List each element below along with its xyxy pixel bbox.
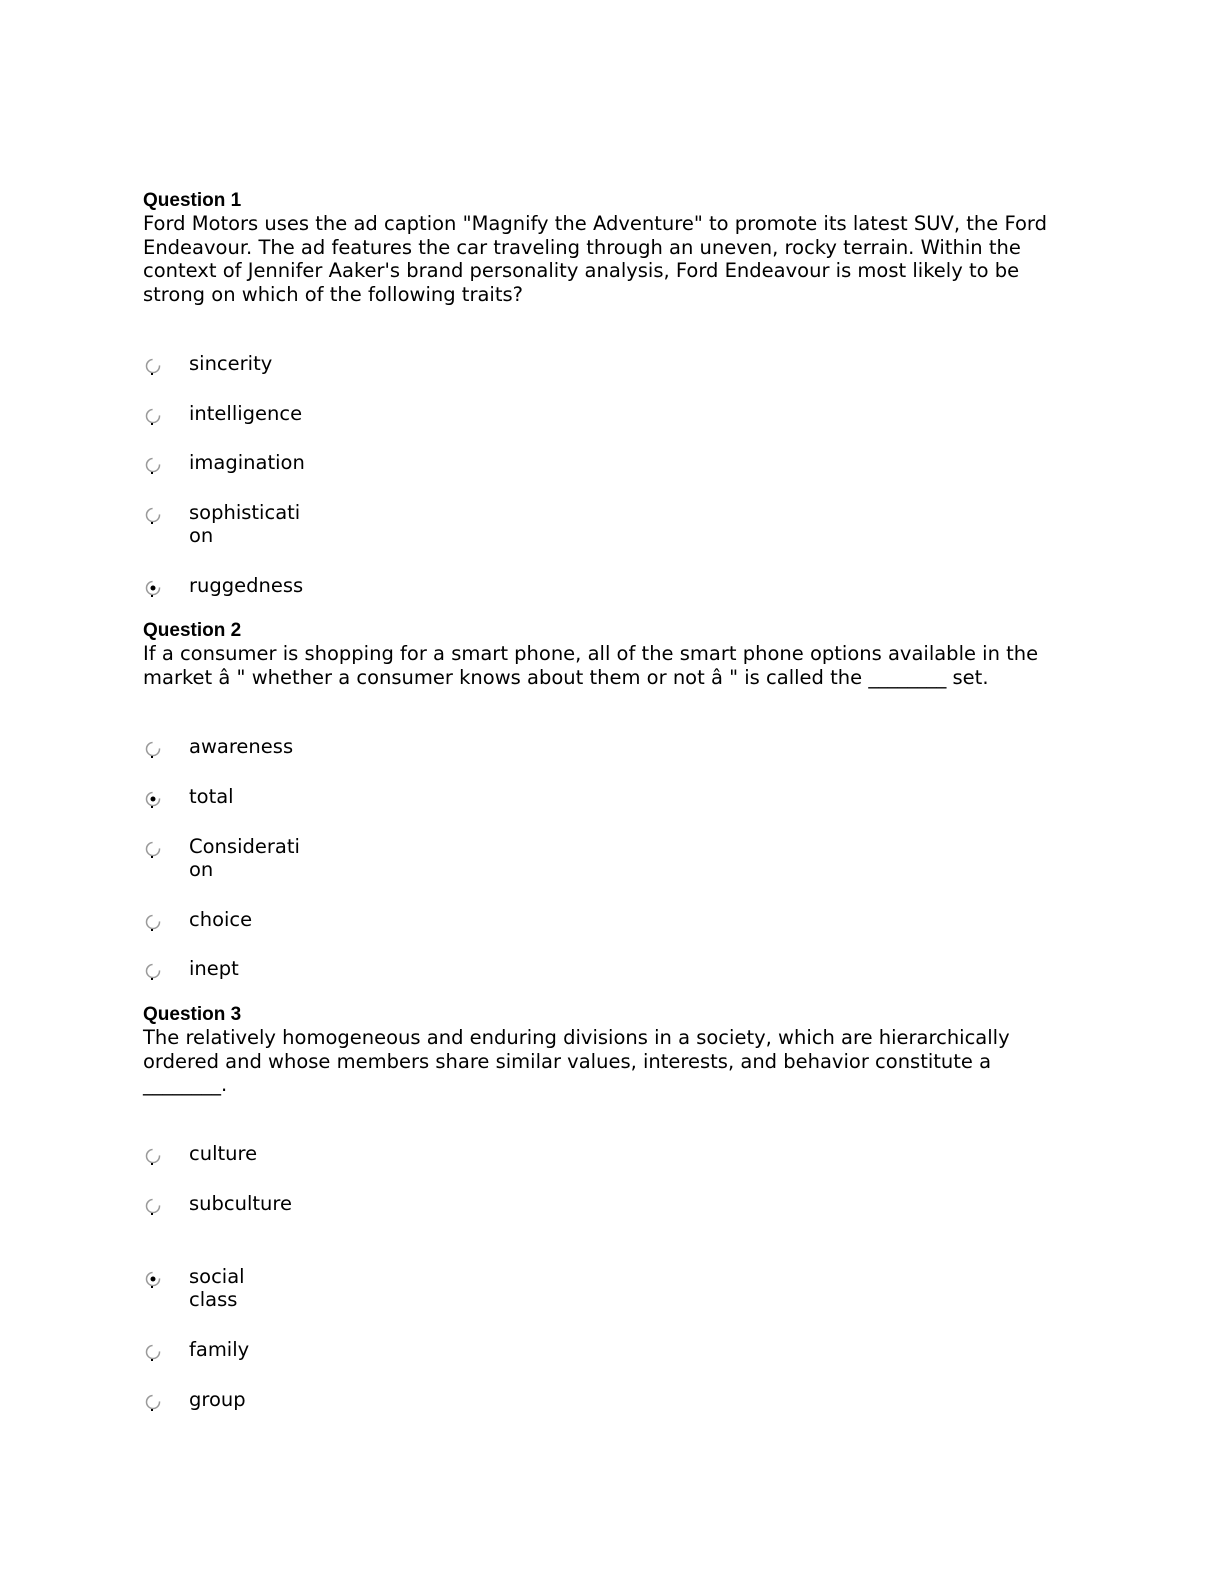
option-sincerity[interactable] (143, 352, 307, 375)
option-total[interactable] (143, 785, 307, 808)
option-group[interactable] (143, 1388, 307, 1411)
question-2 (143, 620, 1073, 689)
option-label: intelligence (189, 402, 303, 425)
radio-unselected-icon[interactable] (145, 1148, 161, 1164)
radio-unselected-icon[interactable] (145, 1394, 161, 1410)
radio-unselected-icon[interactable] (145, 741, 161, 757)
radio-unselected-icon[interactable] (145, 358, 161, 374)
option-social-class[interactable] (143, 1265, 259, 1311)
option-sophistication[interactable] (143, 501, 307, 547)
radio-unselected-icon[interactable] (145, 507, 161, 523)
radio-selected-icon[interactable] (145, 791, 161, 807)
question-1 (143, 190, 1073, 306)
option-label: Consideration (189, 835, 300, 881)
radio-unselected-icon[interactable] (145, 914, 161, 930)
option-label: sincerity (189, 352, 273, 375)
option-label: sophistication (189, 501, 301, 547)
radio-selected-icon[interactable] (145, 1271, 161, 1287)
option-family[interactable] (143, 1338, 307, 1361)
option-imagination[interactable] (143, 451, 307, 474)
option-consideration[interactable] (143, 835, 307, 881)
radio-unselected-icon[interactable] (145, 841, 161, 857)
option-label: ruggedness (189, 574, 304, 597)
option-label: family (189, 1338, 250, 1361)
option-inept[interactable] (143, 957, 307, 980)
question-title: Question 3 (143, 1004, 242, 1025)
question-title: Question 2 (143, 620, 242, 641)
option-choice[interactable] (143, 908, 307, 931)
option-label: imagination (189, 451, 305, 474)
option-label: inept (189, 957, 239, 980)
radio-unselected-icon[interactable] (145, 408, 161, 424)
question-title: Question 1 (143, 190, 242, 211)
option-label: choice (189, 908, 253, 931)
option-label: awareness (189, 735, 294, 758)
option-culture[interactable] (143, 1142, 307, 1165)
option-label: group (189, 1388, 246, 1411)
question-text: Ford Motors uses the ad caption "Magnify the Adventure" to promote its latest SUV, the Ford Endeavour. The ad features the car traveling through an uneven, rocky terrain. Within the context of Jennifer Aaker's brand personality analysis, Ford Endeavour is most likely to be strong on which of the following traits? (143, 212, 1054, 306)
option-awareness[interactable] (143, 735, 307, 758)
option-label: social class (189, 1265, 245, 1311)
option-ruggedness[interactable] (143, 574, 307, 597)
option-subculture[interactable] (143, 1192, 307, 1215)
option-label: subculture (189, 1192, 292, 1215)
question-text: If a consumer is shopping for a smart phone, all of the smart phone options available in the market â " whether a consumer knows about them or not â " is called the ________ set. (143, 642, 1045, 689)
question-text: The relatively homogeneous and enduring divisions in a society, which are hierarchically ordered and whose members share similar values, interests, and behavior constitute a ________. (143, 1026, 1016, 1096)
option-label: culture (189, 1142, 258, 1165)
radio-selected-icon[interactable] (145, 580, 161, 596)
radio-unselected-icon[interactable] (145, 1344, 161, 1360)
question-3 (143, 1004, 1073, 1097)
radio-unselected-icon[interactable] (145, 963, 161, 979)
radio-unselected-icon[interactable] (145, 1198, 161, 1214)
option-label: total (189, 785, 234, 808)
option-intelligence[interactable] (143, 402, 307, 425)
radio-unselected-icon[interactable] (145, 457, 161, 473)
